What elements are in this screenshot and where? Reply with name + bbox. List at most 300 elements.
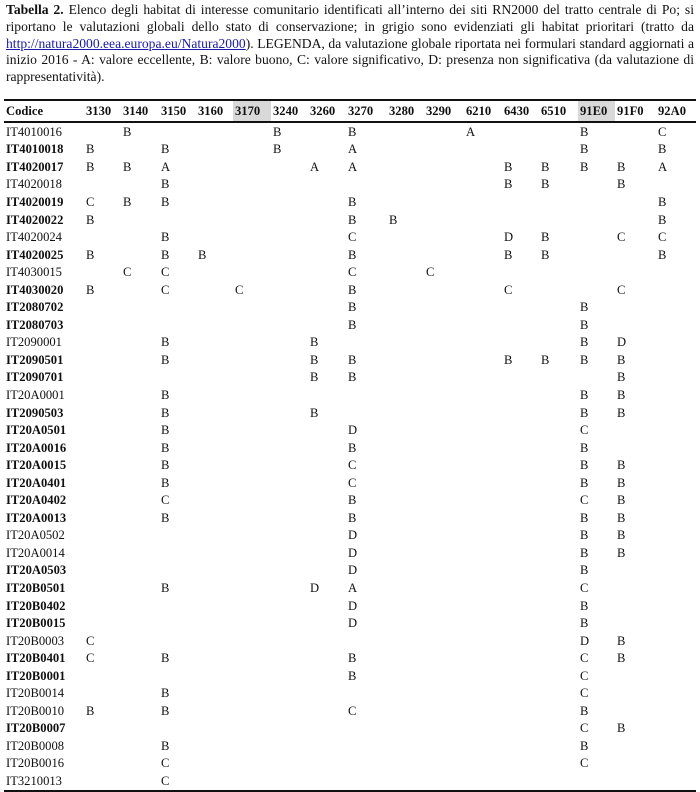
rating-cell [424, 755, 464, 773]
rating-cell [308, 527, 346, 545]
rating-cell [502, 298, 539, 316]
rating-cell: B [161, 580, 170, 595]
rating-cell [308, 176, 346, 194]
rating-cell [196, 737, 233, 755]
rating-cell [308, 421, 346, 439]
column-header-3270: 3270 [346, 100, 387, 122]
rating-cell: B [617, 387, 626, 402]
site-code-cell: IT4020017 [6, 159, 64, 174]
rating-cell: B [580, 335, 589, 350]
rating-cell: B [658, 194, 667, 209]
site-code-cell: IT20A0501 [6, 423, 67, 438]
rating-cell: B [580, 616, 589, 631]
rating-cell [656, 544, 696, 562]
rating-cell [271, 211, 308, 229]
rating-cell [159, 632, 196, 650]
rating-cell [233, 404, 271, 422]
rating-cell [121, 579, 159, 597]
site-code-cell: IT4020025 [6, 247, 64, 262]
caption-label: Tabella 2. [6, 2, 64, 17]
rating-cell: B [161, 651, 170, 666]
column-header-6430: 6430 [502, 100, 539, 122]
rating-cell: B [617, 370, 626, 385]
rating-cell: A [161, 159, 171, 174]
rating-cell [424, 509, 464, 527]
rating-cell [271, 246, 308, 264]
site-code-cell: IT20B0014 [6, 686, 65, 701]
rating-cell [615, 246, 656, 264]
column-header-3140: 3140 [121, 100, 159, 122]
site-code-cell: IT4010016 [6, 124, 62, 139]
rating-cell: D [348, 598, 358, 613]
rating-cell [121, 316, 159, 334]
rating-cell [233, 667, 271, 685]
rating-cell [271, 439, 308, 457]
rating-cell [308, 597, 346, 615]
rating-cell [196, 667, 233, 685]
rating-cell: B [86, 703, 95, 718]
rating-cell [196, 386, 233, 404]
rating-cell: B [617, 633, 626, 648]
rating-cell [502, 649, 539, 667]
rating-cell [271, 544, 308, 562]
rating-cell: D [348, 423, 358, 438]
rating-cell [387, 667, 424, 685]
rating-cell [424, 228, 464, 246]
rating-cell [578, 281, 615, 299]
rating-cell [578, 369, 615, 387]
rating-cell [308, 228, 346, 246]
rating-cell [464, 527, 502, 545]
rating-cell: B [504, 352, 513, 367]
rating-cell [464, 404, 502, 422]
rating-cell [196, 369, 233, 387]
rating-cell [387, 649, 424, 667]
rating-cell [502, 720, 539, 738]
rating-cell [271, 737, 308, 755]
site-code-cell: IT20A0014 [6, 545, 65, 560]
site-code-cell: IT20A0503 [6, 563, 67, 578]
rating-cell [196, 632, 233, 650]
rating-cell [84, 439, 121, 457]
rating-cell: B [504, 159, 513, 174]
rating-cell [196, 158, 233, 176]
rating-cell [308, 386, 346, 404]
table-row [4, 421, 696, 439]
rating-cell [196, 702, 233, 720]
rating-cell [424, 122, 464, 141]
rating-cell [502, 702, 539, 720]
rating-cell [159, 122, 196, 141]
rating-cell [502, 632, 539, 650]
table-row [4, 141, 696, 159]
rating-cell [84, 122, 121, 141]
rating-cell: B [541, 352, 550, 367]
rating-cell [271, 334, 308, 352]
rating-cell [308, 772, 346, 791]
rating-cell [387, 369, 424, 387]
rating-cell [539, 579, 578, 597]
table-row [4, 614, 696, 632]
rating-cell: B [348, 493, 357, 508]
rating-cell [84, 456, 121, 474]
rating-cell [196, 649, 233, 667]
rating-cell [656, 456, 696, 474]
rating-cell: C [86, 651, 95, 666]
rating-cell [84, 386, 121, 404]
rating-cell [84, 228, 121, 246]
rating-cell [615, 316, 656, 334]
rating-cell: C [161, 282, 170, 297]
rating-cell [387, 544, 424, 562]
rating-cell: C [348, 458, 357, 473]
table-row [4, 597, 696, 615]
rating-cell [84, 421, 121, 439]
rating-cell: C [504, 282, 513, 297]
column-header-6210: 6210 [464, 100, 502, 122]
rating-cell [464, 439, 502, 457]
table-row [4, 667, 696, 685]
rating-cell [121, 141, 159, 159]
rating-cell [271, 597, 308, 615]
rating-cell [539, 772, 578, 791]
rating-cell: B [161, 230, 170, 245]
habitat-table [4, 99, 696, 792]
rating-cell [424, 421, 464, 439]
rating-cell [271, 351, 308, 369]
rating-cell [387, 246, 424, 264]
rating-cell: B [580, 440, 589, 455]
rating-cell [233, 579, 271, 597]
rating-cell [84, 772, 121, 791]
rating-cell [233, 369, 271, 387]
rating-cell [271, 421, 308, 439]
rating-cell [196, 141, 233, 159]
rating-cell [233, 737, 271, 755]
site-code-cell: IT2090501 [6, 352, 64, 367]
rating-cell [424, 404, 464, 422]
rating-cell [308, 122, 346, 141]
rating-cell [308, 316, 346, 334]
rating-cell [387, 421, 424, 439]
rating-cell [196, 351, 233, 369]
rating-cell [271, 193, 308, 211]
caption-text: Elenco degli habitat di interesse comunitario identificati all’interno dei siti RN2000 del tratto centrale di Po; si riportano le valutazioni globali dello stato di conservazione; in grigio sono evidenziati gli habitat prioritari (tratto da [6, 2, 694, 34]
rating-cell: B [348, 317, 357, 332]
rating-cell [502, 491, 539, 509]
rating-cell [578, 246, 615, 264]
rating-cell [121, 334, 159, 352]
rating-cell [502, 667, 539, 685]
rating-cell [539, 386, 578, 404]
rating-cell [308, 474, 346, 492]
rating-cell [502, 562, 539, 580]
rating-cell: D [348, 563, 358, 578]
rating-cell [615, 755, 656, 773]
site-code-cell: IT20A0015 [6, 458, 67, 473]
rating-cell [196, 772, 233, 791]
rating-cell [387, 772, 424, 791]
rating-cell [121, 421, 159, 439]
rating-cell: B [617, 458, 626, 473]
rating-cell [121, 246, 159, 264]
rating-cell [196, 263, 233, 281]
rating-cell [424, 386, 464, 404]
rating-cell: C [348, 230, 357, 245]
rating-cell [464, 456, 502, 474]
site-code-cell: IT20B0402 [6, 598, 66, 613]
rating-cell [464, 720, 502, 738]
rating-cell [387, 228, 424, 246]
rating-cell: B [658, 247, 667, 262]
rating-cell [464, 158, 502, 176]
rating-cell: B [580, 598, 589, 613]
rating-cell: B [617, 721, 626, 736]
rating-cell [539, 527, 578, 545]
rating-cell [539, 316, 578, 334]
site-code-cell: IT20A0401 [6, 475, 67, 490]
rating-cell [308, 491, 346, 509]
rating-cell [424, 649, 464, 667]
rating-cell [233, 527, 271, 545]
rating-cell [233, 211, 271, 229]
rating-cell [387, 720, 424, 738]
table-row [4, 334, 696, 352]
rating-cell [233, 491, 271, 509]
rating-cell [308, 614, 346, 632]
column-header-codice: Codice [4, 100, 84, 122]
rating-cell: C [580, 668, 589, 683]
rating-cell [578, 211, 615, 229]
rating-cell [308, 685, 346, 703]
column-header-3150: 3150 [159, 100, 196, 122]
rating-cell [656, 562, 696, 580]
rating-cell [84, 404, 121, 422]
table-body [4, 122, 696, 791]
rating-cell [424, 193, 464, 211]
rating-cell [196, 298, 233, 316]
rating-cell [233, 228, 271, 246]
rating-cell [464, 176, 502, 194]
rating-cell [502, 334, 539, 352]
rating-cell: B [161, 686, 170, 701]
rating-cell [424, 298, 464, 316]
rating-cell [271, 509, 308, 527]
rating-cell [308, 509, 346, 527]
table-row [4, 439, 696, 457]
rating-cell [346, 772, 387, 791]
rating-cell [656, 632, 696, 650]
rating-cell [578, 263, 615, 281]
rating-cell [387, 491, 424, 509]
rating-cell [656, 298, 696, 316]
rating-cell [159, 597, 196, 615]
rating-cell [196, 544, 233, 562]
rating-cell: B [86, 159, 95, 174]
rating-cell: C [617, 230, 626, 245]
rating-cell [656, 369, 696, 387]
rating-cell: C [658, 230, 667, 245]
rating-cell: B [161, 475, 170, 490]
rating-cell: C [580, 756, 589, 771]
rating-cell [424, 544, 464, 562]
rating-cell [464, 246, 502, 264]
rating-cell: B [580, 475, 589, 490]
column-header-3170: 3170 [233, 100, 271, 122]
rating-cell [539, 421, 578, 439]
rating-cell [387, 281, 424, 299]
rating-cell [271, 632, 308, 650]
rating-cell [346, 632, 387, 650]
column-header-91f0: 91F0 [615, 100, 656, 122]
rating-cell [656, 702, 696, 720]
rating-cell [233, 702, 271, 720]
rating-cell [502, 597, 539, 615]
rating-cell [308, 193, 346, 211]
rating-cell [615, 211, 656, 229]
table-row [4, 193, 696, 211]
rating-cell [84, 509, 121, 527]
rating-cell [196, 334, 233, 352]
rating-cell [424, 281, 464, 299]
rating-cell [539, 491, 578, 509]
table-row [4, 562, 696, 580]
rating-cell [196, 193, 233, 211]
rating-cell: C [580, 423, 589, 438]
rating-cell [271, 228, 308, 246]
rating-cell [656, 474, 696, 492]
rating-cell: C [86, 633, 95, 648]
column-header-3240: 3240 [271, 100, 308, 122]
rating-cell [424, 456, 464, 474]
rating-cell [424, 632, 464, 650]
rating-cell: B [348, 247, 357, 262]
table-row [4, 579, 696, 597]
rating-cell [578, 176, 615, 194]
rating-cell: B [348, 440, 357, 455]
rating-cell [387, 404, 424, 422]
table-row [4, 544, 696, 562]
rating-cell: B [617, 493, 626, 508]
rating-cell [84, 316, 121, 334]
table-row [4, 772, 696, 791]
rating-cell: C [658, 124, 667, 139]
rating-cell [84, 474, 121, 492]
rating-cell [615, 685, 656, 703]
table-row [4, 649, 696, 667]
rating-cell [464, 632, 502, 650]
rating-cell [308, 667, 346, 685]
site-code-cell: IT2090503 [6, 405, 64, 420]
rating-cell: B [580, 159, 589, 174]
rating-cell [196, 614, 233, 632]
rating-cell [159, 614, 196, 632]
rating-cell [121, 614, 159, 632]
table-row [4, 527, 696, 545]
caption-text-end: ). LEGENDA, da valutazione globale riportata nei formulari standard aggiornati a inizio 2016 - A: valore eccellente, B: valore buono, C: valore significativo, D: presenza non significativa (da valutazione di rappresentatività). [6, 35, 694, 85]
rating-cell [656, 667, 696, 685]
rating-cell: B [617, 177, 626, 192]
rating-cell [387, 737, 424, 755]
rating-cell [387, 702, 424, 720]
rating-cell: C [580, 721, 589, 736]
caption-link[interactable]: http://natura2000.eea.europa.eu/Natura2000 [6, 35, 246, 51]
rating-cell [424, 246, 464, 264]
rating-cell [346, 755, 387, 773]
rating-cell [233, 720, 271, 738]
rating-cell [271, 562, 308, 580]
rating-cell [464, 544, 502, 562]
column-header-3130: 3130 [84, 100, 121, 122]
rating-cell [196, 527, 233, 545]
rating-cell [539, 263, 578, 281]
rating-cell [502, 193, 539, 211]
rating-cell [387, 632, 424, 650]
rating-cell: C [580, 580, 589, 595]
table-row [4, 158, 696, 176]
rating-cell [539, 597, 578, 615]
rating-cell: B [580, 510, 589, 525]
rating-cell [233, 649, 271, 667]
rating-cell: B [348, 651, 357, 666]
rating-cell [121, 649, 159, 667]
rating-cell: B [310, 335, 319, 350]
rating-cell [424, 562, 464, 580]
rating-cell: B [580, 563, 589, 578]
rating-cell [539, 509, 578, 527]
rating-cell [196, 421, 233, 439]
rating-cell [464, 755, 502, 773]
column-header-6510: 6510 [539, 100, 578, 122]
rating-cell: B [310, 405, 319, 420]
rating-cell [121, 702, 159, 720]
rating-cell [387, 527, 424, 545]
rating-cell [615, 298, 656, 316]
rating-cell [308, 632, 346, 650]
rating-cell: B [580, 458, 589, 473]
rating-cell [656, 263, 696, 281]
rating-cell [387, 509, 424, 527]
rating-cell: B [617, 475, 626, 490]
table-row [4, 685, 696, 703]
site-code-cell: IT4030020 [6, 282, 64, 297]
rating-cell: B [580, 528, 589, 543]
rating-cell [502, 474, 539, 492]
rating-cell: B [541, 177, 550, 192]
rating-cell [308, 702, 346, 720]
rating-cell [233, 509, 271, 527]
rating-cell [387, 755, 424, 773]
rating-cell: B [310, 370, 319, 385]
rating-cell [121, 176, 159, 194]
table-row [4, 246, 696, 264]
rating-cell [233, 544, 271, 562]
rating-cell [464, 369, 502, 387]
rating-cell [84, 544, 121, 562]
rating-cell [233, 263, 271, 281]
rating-cell [464, 474, 502, 492]
table-row [4, 281, 696, 299]
rating-cell [84, 263, 121, 281]
rating-cell [387, 439, 424, 457]
rating-cell [121, 491, 159, 509]
rating-cell [271, 176, 308, 194]
rating-cell [84, 176, 121, 194]
rating-cell [539, 720, 578, 738]
rating-cell: B [161, 405, 170, 420]
rating-cell: B [617, 651, 626, 666]
rating-cell [233, 562, 271, 580]
